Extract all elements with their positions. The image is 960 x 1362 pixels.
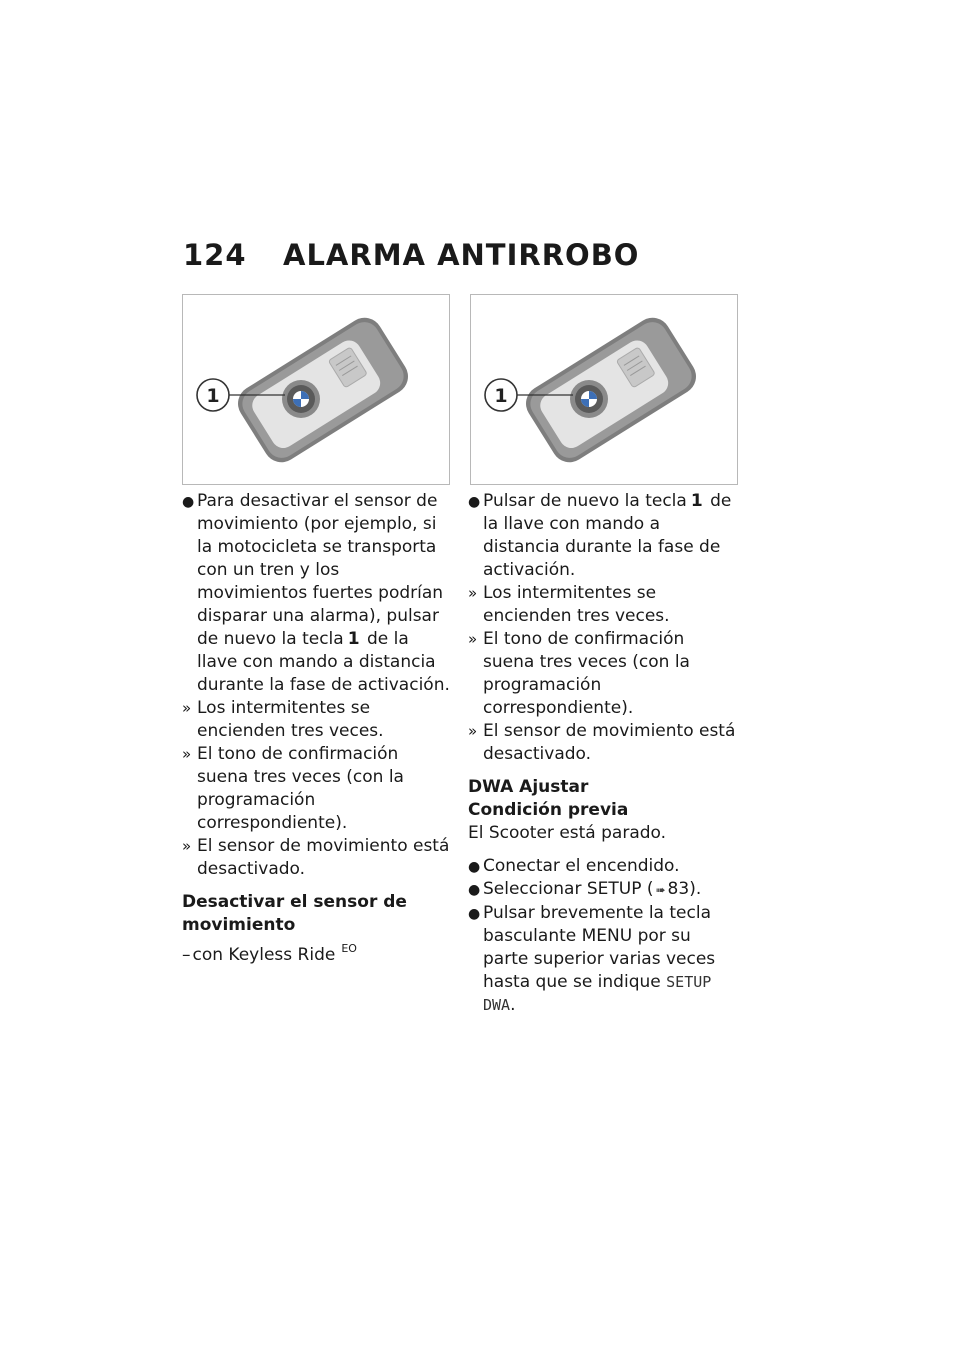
instruction-item: ● Pulsar de nuevo la tecla 1 de la llave con mando a distancia durante la fase de activación. (468, 491, 732, 580)
display-text: SETUP DWA (483, 973, 712, 1014)
key-reference: 1 (347, 629, 360, 649)
key-fob-illustration (471, 295, 737, 484)
result-item: » El sensor de movimiento está desactivado. (182, 836, 450, 879)
bullet-icon: ● (182, 494, 195, 510)
instruction-item: ● Conectar el encendido. (468, 855, 738, 878)
callout-label: 1 (494, 385, 508, 407)
precondition-text: El Scooter está parado. (468, 823, 667, 843)
result-arrow-icon: » (468, 584, 478, 602)
result-arrow-icon: » (468, 630, 478, 648)
section-heading: DWA Ajustar (468, 777, 589, 797)
right-column (468, 490, 738, 1017)
instruction-item: ● Pulsar brevemente la tecla basculante MENU por su parte superior varias veces hasta que se indique SETUP DWA. (468, 903, 716, 1015)
key-fob-figure-left (182, 294, 450, 485)
key-reference: 1 (690, 491, 703, 511)
section-heading: Desactivar el sensor de movimiento (182, 892, 407, 935)
bullet-icon: ● (468, 859, 481, 875)
subsection-heading: Condición previa (468, 800, 629, 820)
left-column (182, 490, 452, 967)
result-arrow-icon: » (182, 699, 192, 717)
instruction-item: ● Para desactivar el sensor de movimiento (por ejemplo, si la motocicleta se transporta con un tren y los movimientos fuertes podrían disparar una alarma), pulsar de nuevo la tecla 1 de la llave con mando a distancia durante la fase de activación. (182, 491, 450, 695)
result-item: » El tono de confirmación suena tres veces (con la programación correspondiente). (468, 629, 690, 718)
key-fob-figure-right (470, 294, 738, 485)
page-reference-arrow-icon: ➠ (655, 883, 666, 897)
option-code: EO (341, 942, 357, 955)
result-item: » El tono de confirmación suena tres veces (con la programación correspondiente). (182, 744, 404, 833)
condition-text: – con Keyless Ride $^{EO}$ (182, 942, 357, 965)
result-arrow-icon: » (182, 837, 192, 855)
bullet-icon: ● (468, 882, 481, 898)
result-item: » El sensor de movimiento está desactivado. (468, 721, 736, 764)
chapter-title: ALARMA ANTIRROBO (283, 238, 640, 272)
result-item: » Los intermitentes se encienden tres veces. (182, 698, 384, 741)
bullet-icon: ● (468, 906, 481, 922)
callout-label: 1 (206, 385, 220, 407)
page-number: 124 (183, 238, 247, 272)
instruction-item: ● Seleccionar SETUP ( ➠ 83). (468, 878, 738, 902)
key-fob-illustration (183, 295, 449, 484)
result-arrow-icon: » (182, 745, 192, 763)
result-arrow-icon: » (468, 722, 478, 740)
result-item: » Los intermitentes se encienden tres veces. (468, 583, 670, 626)
page-reference[interactable]: 83 (667, 879, 690, 899)
bullet-icon: ● (468, 494, 481, 510)
